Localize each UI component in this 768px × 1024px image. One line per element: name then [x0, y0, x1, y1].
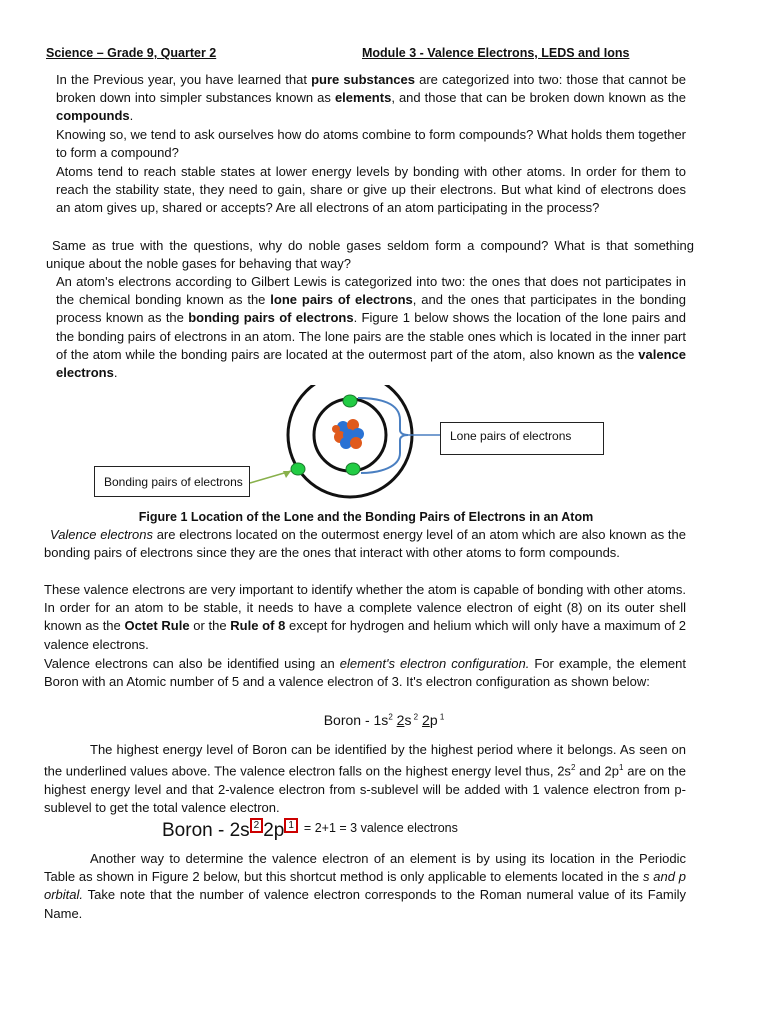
arrow-head: [283, 471, 291, 478]
boron-valence-sum: Boron - 2s 2 2p 1 $^{= 2+1 = 3 valence electrons}$: [162, 820, 458, 841]
header-module-title: Module 3 - Valence Electrons, LEDS and Ions: [362, 46, 630, 60]
header-subject: Science – Grade 9, Quarter 2: [46, 46, 217, 60]
nucleus: [332, 419, 364, 449]
bonding-pairs-label: Bonding pairs of electrons: [94, 466, 250, 497]
paragraph-valence-definition: Valence electrons are electrons located on the outermost energy level of an atom which are also known as the bonding pairs of electrons since they are the ones that interact with other atoms to form compounds.: [44, 527, 686, 561]
lone-pairs-bracket: [358, 398, 408, 473]
boron-configuration: Boron - $1s^2$ 2s $^2$ 2p $^1$: [323, 712, 445, 728]
paragraph-how-atoms-combine: Knowing so, we tend to ask ourselves how do atoms combine to form compounds? What holds them together to form a compound?: [56, 127, 686, 161]
proton: [332, 425, 340, 433]
paragraph-electron-configuration: Valence electrons can also be identified using an element's electron configuration. For example, the element Boron with an Atomic number of 5 and a valence electron of 3. It's electron configuration as shown below:: [44, 656, 686, 690]
proton: [350, 437, 362, 449]
paragraph-periodic-table-method: Another way to determine the valence electron of an element is by using its location in the Periodic Table as shown in Figure 2 below, but this shortcut method is only applicable to elements located in the s and p orbital. Take note that the number of valence electron corresponds to the Roman numeral value of its Family Name.: [44, 851, 686, 921]
paragraph-highest-energy-level: The highest energy level of Boron can be identified by the highest period where it belongs. As seen on the underlined values above. The valence electron falls on the highest energy level thus, $2s^2$ and $2p^1$ are on the highest energy level and that 2-valence electron from s-sublevel will be added with 1 valence electron from p-sublevel to get the total valence electron.: [44, 742, 687, 815]
paragraph-lewis-electrons: An atom's electrons according to Gilbert Lewis is categorized into two: the ones that does not participates in the chemical bonding known as the lone pairs of electrons, and the ones that participates in the bonding process known as the bonding pairs of electrons. Figure 1 below shows the location of the lone pairs and the bonding pairs of electrons in an atom. The lone pairs are the stable ones which is located in the inner part of the atom while the bonding pairs are located at the outermost part of the atom, also known as the valence electrons.: [56, 274, 686, 381]
lone-pairs-label: Lone pairs of electrons: [440, 422, 604, 455]
inner-electron-bottom: [346, 463, 360, 475]
figure-caption: Figure 1 Location of the Lone and the Bonding Pairs of Electrons in an Atom: [138, 510, 594, 524]
paragraph-noble-gases: Same as true with the questions, why do noble gases seldom form a compound? What is that something unique about the noble gases for behaving that way?: [46, 238, 694, 272]
valence-electron: [291, 463, 305, 475]
inner-electron-top: [343, 395, 357, 407]
paragraph-pure-substances: In the Previous year, you have learned that pure substances are categorized into two: those that cannot be broken down into simpler substances known as elements, and those that can be broken down known as the compounds.: [56, 72, 686, 124]
paragraph-stable-states: Atoms tend to reach stable states at lower energy levels by bonding with other atoms. In order for them to reach the stability state, they need to gain, share or give up their electrons. But what kind of electrons does an atom gives up, shared or accepts? Are all electrons of an atom participating in the process?: [56, 164, 686, 216]
paragraph-octet-rule: These valence electrons are very important to identify whether the atom is capable of bonding with other atoms. In order for an atom to be stable, it needs to have a complete valence electron of eight (8) on its outer shell known as the Octet Rule or the Rule of 8 except for hydrogen and helium which will only have a maximum of 2 valence electrons.: [44, 582, 687, 652]
